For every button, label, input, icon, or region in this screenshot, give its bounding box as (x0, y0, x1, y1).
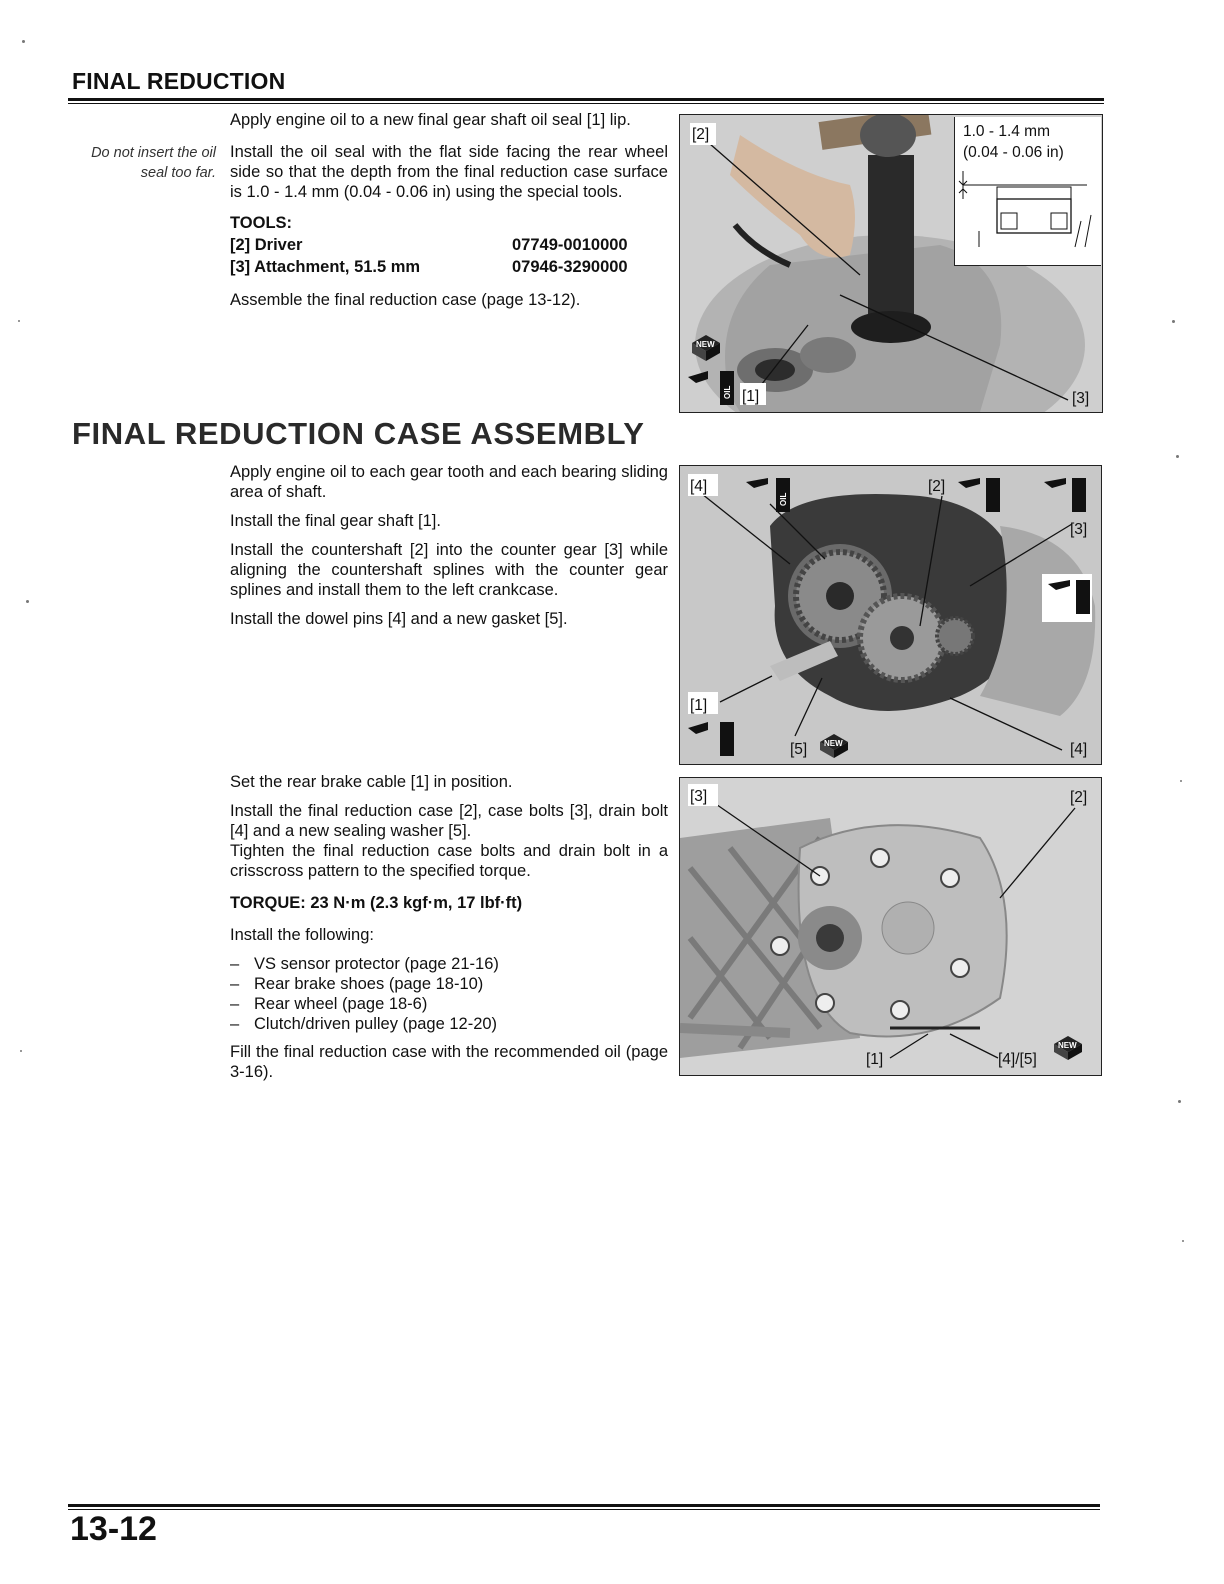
callout-label: [4]/[5] (998, 1051, 1037, 1068)
header-rule-thin (68, 103, 1104, 104)
seal-cross-section (955, 167, 1101, 263)
paragraph: Install the dowel pins [4] and a new gasket [5]. (230, 610, 568, 628)
paragraph: Apply engine oil to a new final gear shaft oil seal [1] lip. (230, 111, 631, 129)
paragraph: Assemble the final reduction case (page 13-12). (230, 291, 581, 309)
assembly-title: FINAL REDUCTION CASE ASSEMBLY (72, 416, 645, 451)
callout-label: [2] (928, 478, 946, 495)
tool-row (230, 234, 668, 256)
tool-name: [3] Attachment, 51.5 mm (230, 258, 421, 276)
figure-case-install (679, 777, 1102, 1076)
footer-rule-thin (68, 1509, 1100, 1510)
paragraph: Install the following: (230, 926, 374, 944)
oil-can-icon (1042, 574, 1092, 622)
oil-label: OIL (779, 492, 788, 506)
tool-part-number: 07946-3290000 (512, 258, 628, 276)
paragraph: Tighten the final reduction case bolts and drain bolt in a crisscross pattern to the specified torque. (230, 842, 668, 880)
tool-part-number: 07749-0010000 (512, 236, 628, 254)
callout-label: [4] (690, 478, 708, 495)
paragraph: Set the rear brake cable [1] in position. (230, 773, 513, 791)
footer-rule (68, 1504, 1100, 1507)
oil-label: OIL (723, 385, 732, 399)
tool-name: [2] Driver (230, 236, 303, 254)
new-badge: NEW (824, 739, 843, 748)
callout-label: [3] (690, 788, 708, 805)
callout-label: [4] (1070, 741, 1088, 758)
torque-spec: TORQUE: 23 N·m (2.3 kgf·m, 17 lbf·ft) (230, 894, 523, 912)
callout-label: [3] (1072, 390, 1090, 407)
paragraph: Fill the final reduction case with the recommended oil (page 3-16). (230, 1043, 668, 1081)
install-list (230, 954, 668, 1034)
assembly-text-1 (230, 462, 668, 638)
callout-label: [3] (1070, 521, 1088, 538)
callout-label: [2] (1070, 789, 1088, 806)
tools-title: TOOLS: (230, 214, 293, 232)
figure-oil-seal-install (679, 114, 1103, 413)
tool-row (230, 256, 668, 278)
paragraph: Install the oil seal with the flat side facing the rear wheel side so that the depth from the final reduction case surface is 1.0 - 1.4 mm (0.04 - 0.06 in) using the special tools. (230, 143, 668, 201)
paragraph: Install the countershaft [2] into the counter gear [3] while aligning the countershaft splines with the counter gear splines and install them to the left crankcase. (230, 541, 668, 599)
page-number: 13-12 (70, 1510, 157, 1548)
callout-label: [1] (690, 697, 708, 714)
final-reduction-text (230, 110, 668, 319)
figure-gear-illustration (680, 466, 1101, 764)
paragraph: Apply engine oil to each gear tooth and each bearing sliding area of shaft. (230, 463, 668, 501)
callout-label: [2] (692, 126, 710, 143)
callout-label: [1] (742, 388, 760, 405)
assembly-text-2 (230, 772, 668, 1091)
callout-label: [1] (866, 1051, 884, 1068)
header-rule (68, 98, 1104, 101)
list-item: – VS sensor protector (page 21-16) (230, 954, 668, 974)
list-item: – Clutch/driven pulley (page 12-20) (230, 1014, 668, 1034)
section-title: FINAL REDUCTION (72, 68, 286, 94)
list-item: – Rear wheel (page 18-6) (230, 994, 668, 1014)
new-badge: NEW (696, 340, 715, 349)
paragraph: Install the final gear shaft [1]. (230, 512, 441, 530)
new-badge: NEW (1058, 1041, 1077, 1050)
margin-note: Do not insert the oil seal too far. (91, 145, 216, 181)
list-item: – Rear brake shoes (page 18-10) (230, 974, 668, 994)
inset-depth-value-inch: (0.04 - 0.06 in) (963, 144, 1064, 161)
paragraph: Install the final reduction case [2], case bolts [3], drain bolt [4] and a new sealing washer [5]. (230, 802, 668, 840)
figure-gear-assembly (679, 465, 1102, 765)
figure-case-illustration (680, 778, 1101, 1075)
inset-depth-value: 1.0 - 1.4 mm (963, 123, 1050, 140)
depth-inset (954, 117, 1101, 266)
callout-label: [5] (790, 741, 808, 758)
